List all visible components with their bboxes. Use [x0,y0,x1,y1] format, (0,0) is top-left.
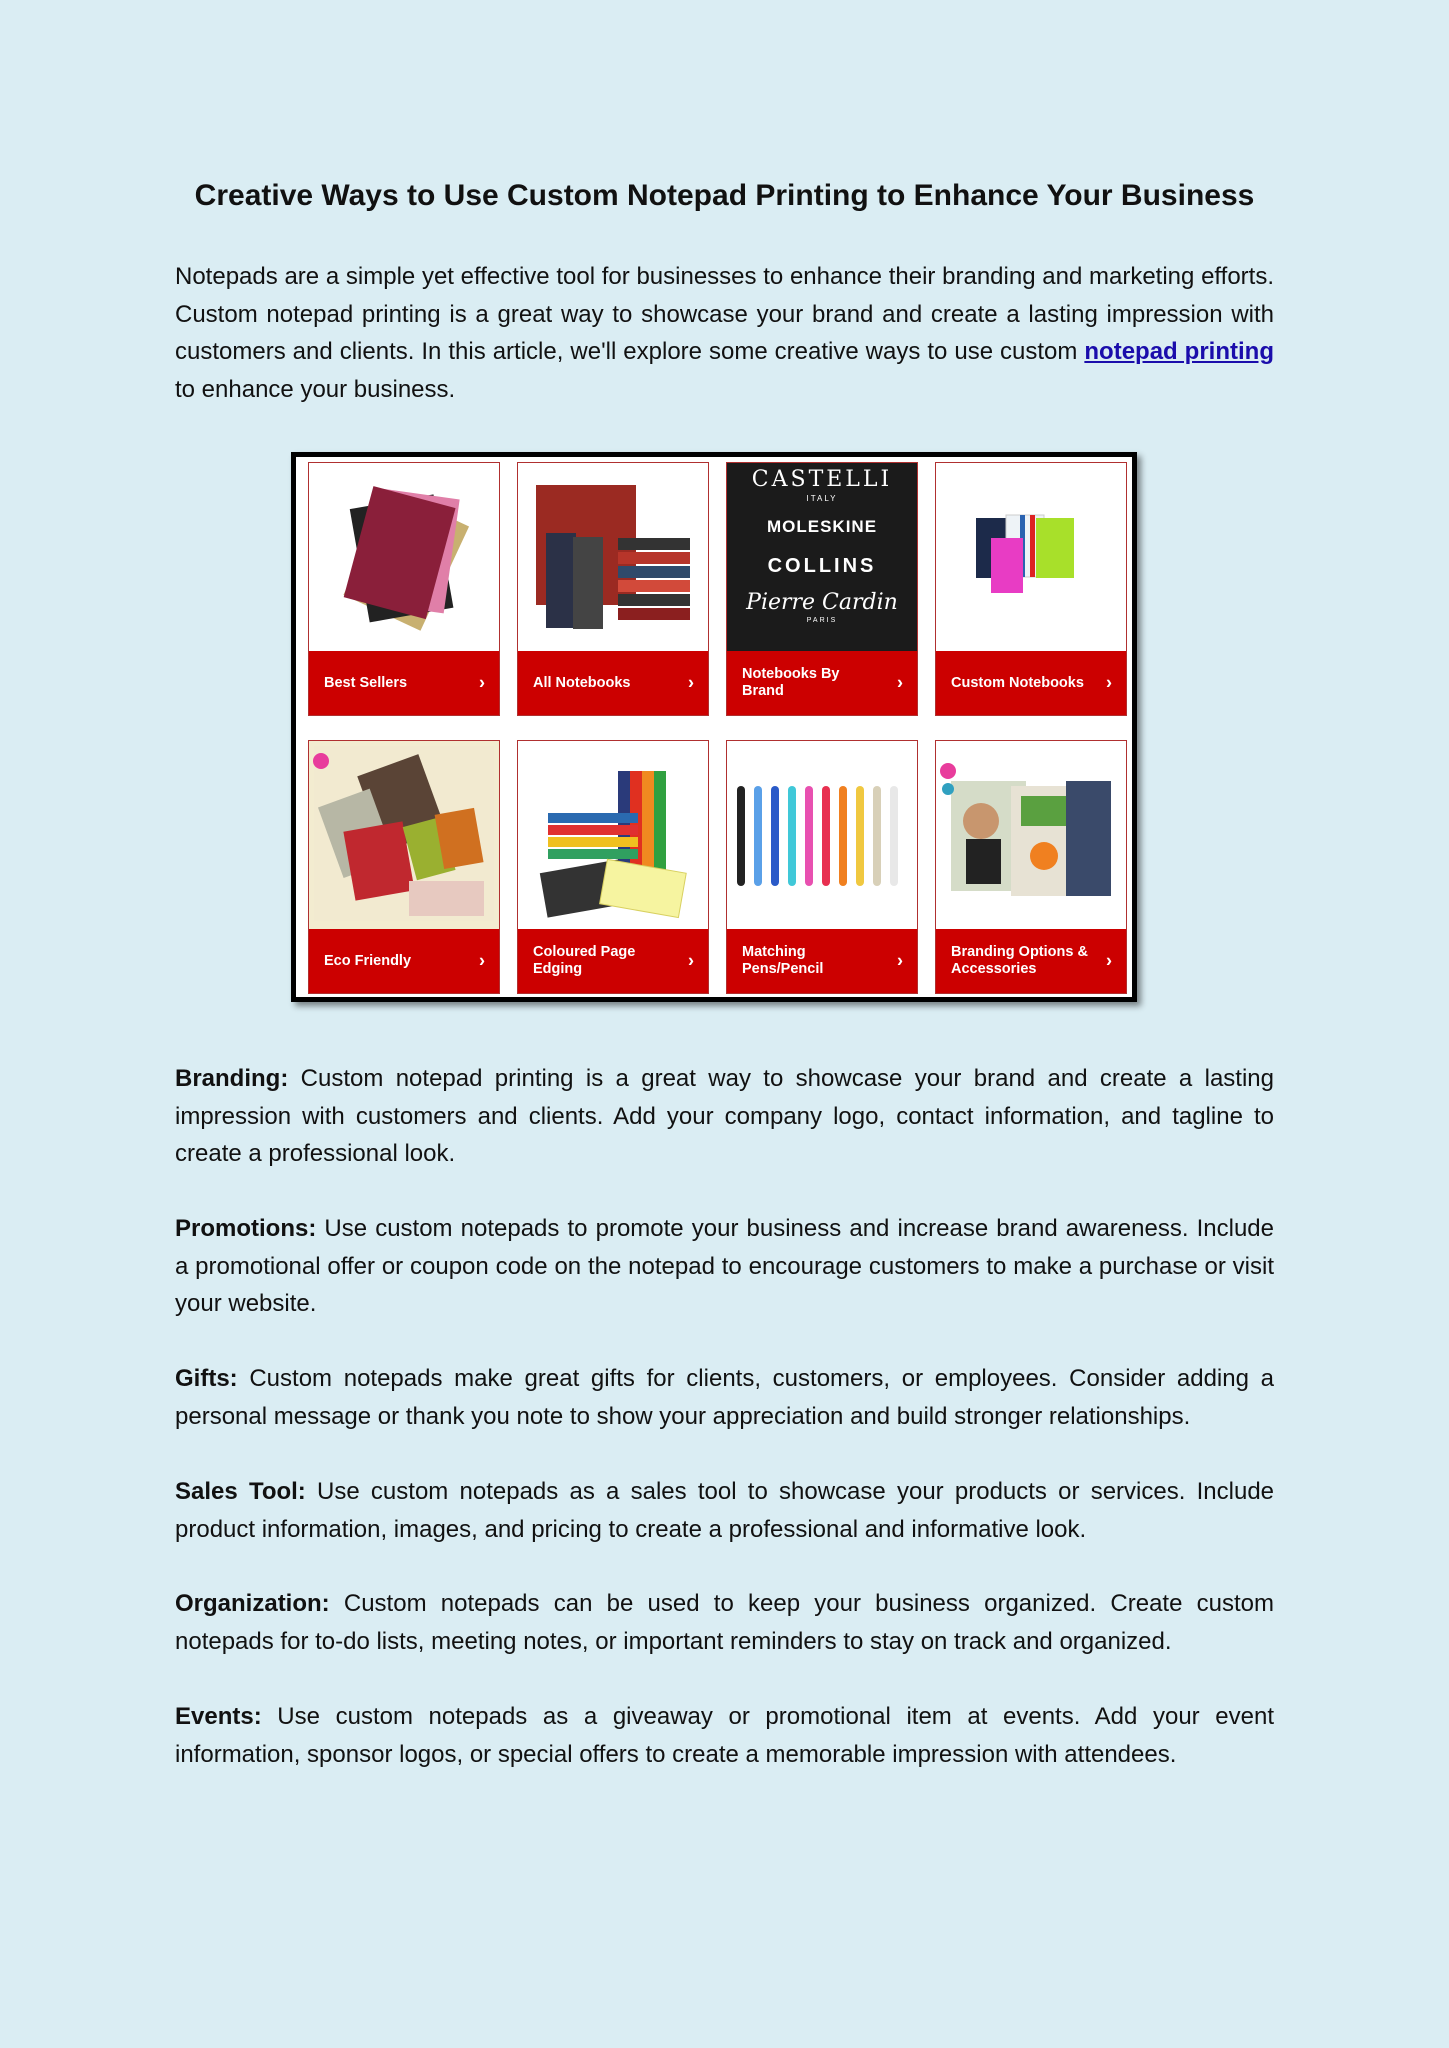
section-heading: Promotions: [175,1215,317,1242]
tile-label: Matching Pens/Pencil [742,944,824,977]
tile-label: Notebooks By Brand [742,666,840,699]
brand-logos-image [727,463,917,651]
section-body: Custom notepads make great gifts for clients, customers, or employees. Consider adding a personal message or thank you note to show your appreciation and build stronger relationships. [175,1365,1274,1430]
tile-banner [518,929,708,993]
best-sellers-image [309,463,499,651]
section-organization [175,1585,1274,1660]
pens-image [727,741,917,929]
section-body: Custom notepads can be used to keep your business organized. Create custom notepads for to-do lists, meeting notes, or important reminders to stay on track and organized. [175,1590,1274,1655]
branding-options-image [936,741,1126,929]
tile-banner [309,651,499,715]
section-gifts [175,1360,1274,1435]
tile-banner [518,651,708,715]
tile-banner [936,929,1126,993]
brand-moleskine: MOLESKINE [766,517,878,536]
tile-banner [727,651,917,715]
section-heading: Branding: [175,1065,289,1092]
tile-label: Branding Options & Accessories [951,944,1088,977]
brand-castelli: CASTELLI [751,467,893,492]
tile-notebooks-by-brand[interactable] [726,462,918,716]
page-title: Creative Ways to Use Custom Notepad Printing to Enhance Your Business [194,179,1255,212]
tile-best-sellers[interactable] [308,462,500,716]
tile-all-notebooks[interactable] [517,462,709,716]
intro-text-before: Notepads are a simple yet effective tool for businesses to enhance their branding and marketing efforts. Custom notepad printing is a great way to showcase your brand and create a lasting impression with customers and clients. In this article, we'll explore some creative ways to use custom [175,263,1274,365]
section-body: Custom notepad printing is a great way to showcase your brand and create a lasting impression with customers and clients. Add your company logo, contact information, and tagline to create a professional look. [175,1065,1274,1167]
section-body: Use custom notepads to promote your business and increase brand awareness. Include a promotional offer or coupon code on the notepad to encourage customers to make a purchase or visit your website. [175,1215,1274,1317]
tile-label: Best Sellers [324,674,408,691]
chevron-right-icon: › [688,672,694,693]
section-sales-tool [175,1473,1274,1548]
section-promotions [175,1210,1274,1323]
intro-paragraph [175,258,1274,408]
brand-pierre-cardin-sub: PARIS [806,617,838,624]
tile-branding-options[interactable] [935,740,1127,994]
tile-banner [936,651,1126,715]
section-body: Use custom notepads as a sales tool to showcase your products or services. Include product information, images, and pricing to create a professional and informative look. [175,1478,1275,1543]
section-heading: Events: [175,1703,262,1730]
notepad-printing-link[interactable]: notepad printing [1084,338,1274,365]
chevron-right-icon: › [897,672,903,693]
chevron-right-icon: › [688,950,694,971]
section-branding [175,1060,1274,1173]
tile-banner [727,929,917,993]
tile-label: All Notebooks [533,674,631,691]
eco-friendly-image [309,741,499,929]
tile-banner [309,929,499,993]
chevron-right-icon: › [897,950,903,971]
product-category-collage [291,452,1137,1002]
tile-coloured-page-edging[interactable] [517,740,709,994]
chevron-right-icon: › [1106,950,1112,971]
tile-eco-friendly[interactable] [308,740,500,994]
section-body: Use custom notepads as a giveaway or promotional item at events. Add your event information, sponsor logos, or special offers to create a memorable impression with attendees. [175,1703,1274,1768]
chevron-right-icon: › [479,672,485,693]
section-heading: Organization: [175,1590,330,1617]
brand-collins: COLLINS [767,555,877,577]
section-events [175,1698,1274,1773]
intro-text-after: to enhance your business. [175,375,456,403]
brand-castelli-sub: ITALY [806,494,838,503]
coloured-edging-image [518,741,708,929]
chevron-right-icon: › [1106,672,1112,693]
tile-custom-notebooks[interactable] [935,462,1127,716]
brand-pierre-cardin: Pierre Cardin [746,590,898,615]
tile-label: Eco Friendly [324,952,412,969]
chevron-right-icon: › [479,950,485,971]
section-heading: Sales Tool: [175,1478,306,1505]
custom-notebooks-image [936,463,1126,651]
tile-label: Coloured Page Edging [533,944,636,977]
all-notebooks-image [518,463,708,651]
tile-label: Custom Notebooks [951,674,1084,691]
tile-matching-pens[interactable] [726,740,918,994]
section-heading: Gifts: [175,1365,238,1392]
